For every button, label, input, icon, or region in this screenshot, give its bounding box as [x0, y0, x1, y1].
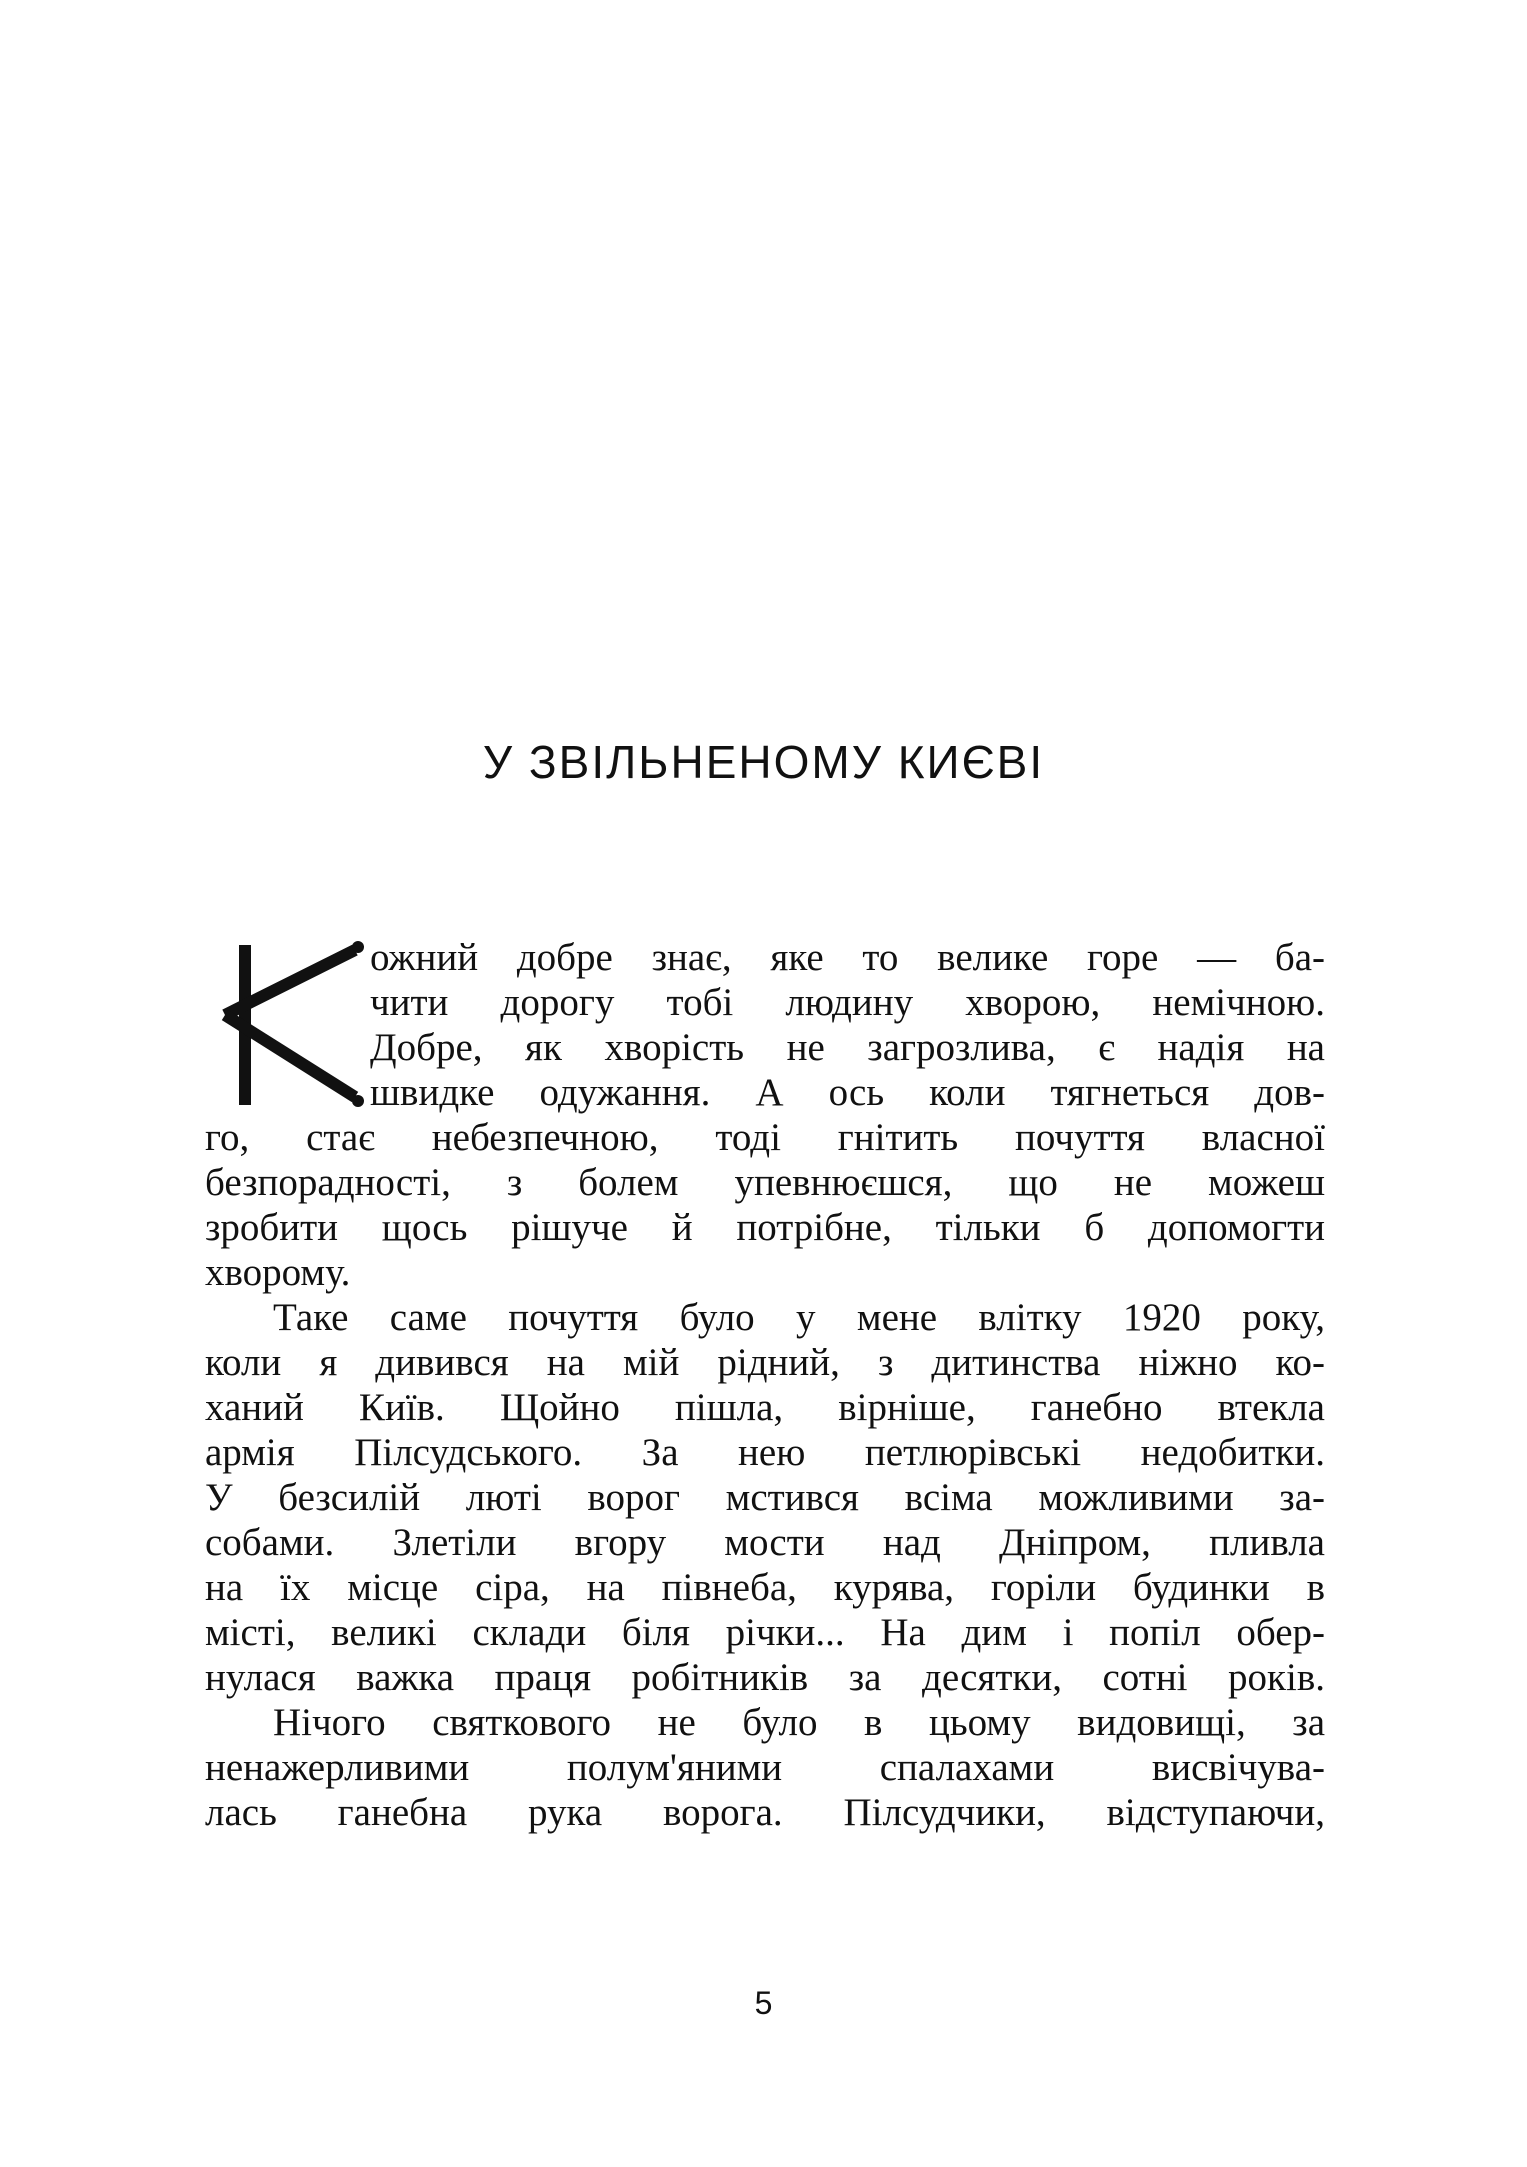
text-line: безпорадності, з болем упевнюєшся, що не можеш: [205, 1161, 1325, 1204]
text-line: Добре, як хворість не загрозлива, є надія на: [370, 1026, 1325, 1069]
text-line: ханий Київ. Щойно пішла, вірніше, ганебно втекла: [205, 1386, 1325, 1429]
text-line: коли я дивився на мій рідний, з дитинства ніжно ко-: [205, 1341, 1325, 1384]
text-line: місті, великі склади біля річки... На дим і попіл обер-: [205, 1611, 1325, 1654]
text-line: собами. Злетіли вгору мости над Дніпром, пливла: [205, 1521, 1325, 1564]
text-line: армія Пілсудського. За нею петлюрівські недобитки.: [205, 1431, 1325, 1474]
text-line: лась ганебна рука ворога. Пілсудчики, відступаючи,: [205, 1791, 1325, 1834]
page-number: 5: [754, 1985, 773, 2021]
text-line: ожний добре знає, яке то велике горе — ба-: [370, 936, 1325, 979]
text-line: ненажерливими полум'яними спалахами висвічува-: [205, 1746, 1325, 1789]
text-line: чити дорогу тобі людину хворою, немічною.: [370, 981, 1325, 1024]
text-line: У безсилій люті ворог мстився всіма можливими за-: [205, 1476, 1325, 1519]
drop-cap-letter: [205, 935, 370, 1115]
text-line: зробити щось рішуче й потрібне, тільки б допомогти: [205, 1206, 1325, 1249]
text-line: на їх місце сіра, на півнеба, курява, горіли будинки в: [205, 1566, 1325, 1609]
text-line: Нічого святкового не було в цьому видовищі, за: [273, 1701, 1325, 1744]
body-text: [205, 1115, 1325, 1835]
text-line: Таке саме почуття було у мене влітку 1920 року,: [273, 1296, 1325, 1339]
text-line: нулася важка праця робітників за десятки, сотні років.: [205, 1656, 1325, 1699]
opening-paragraph: [205, 935, 1325, 1115]
chapter-title: У ЗВІЛЬНЕНОМУ КИЄВІ: [482, 736, 1045, 788]
text-line: хворому.: [205, 1251, 351, 1294]
text-line: швидке одужання. А ось коли тягнеться дов-: [370, 1071, 1325, 1114]
text-line: го, стає небезпечною, тоді гнітить почуття власної: [205, 1116, 1325, 1159]
